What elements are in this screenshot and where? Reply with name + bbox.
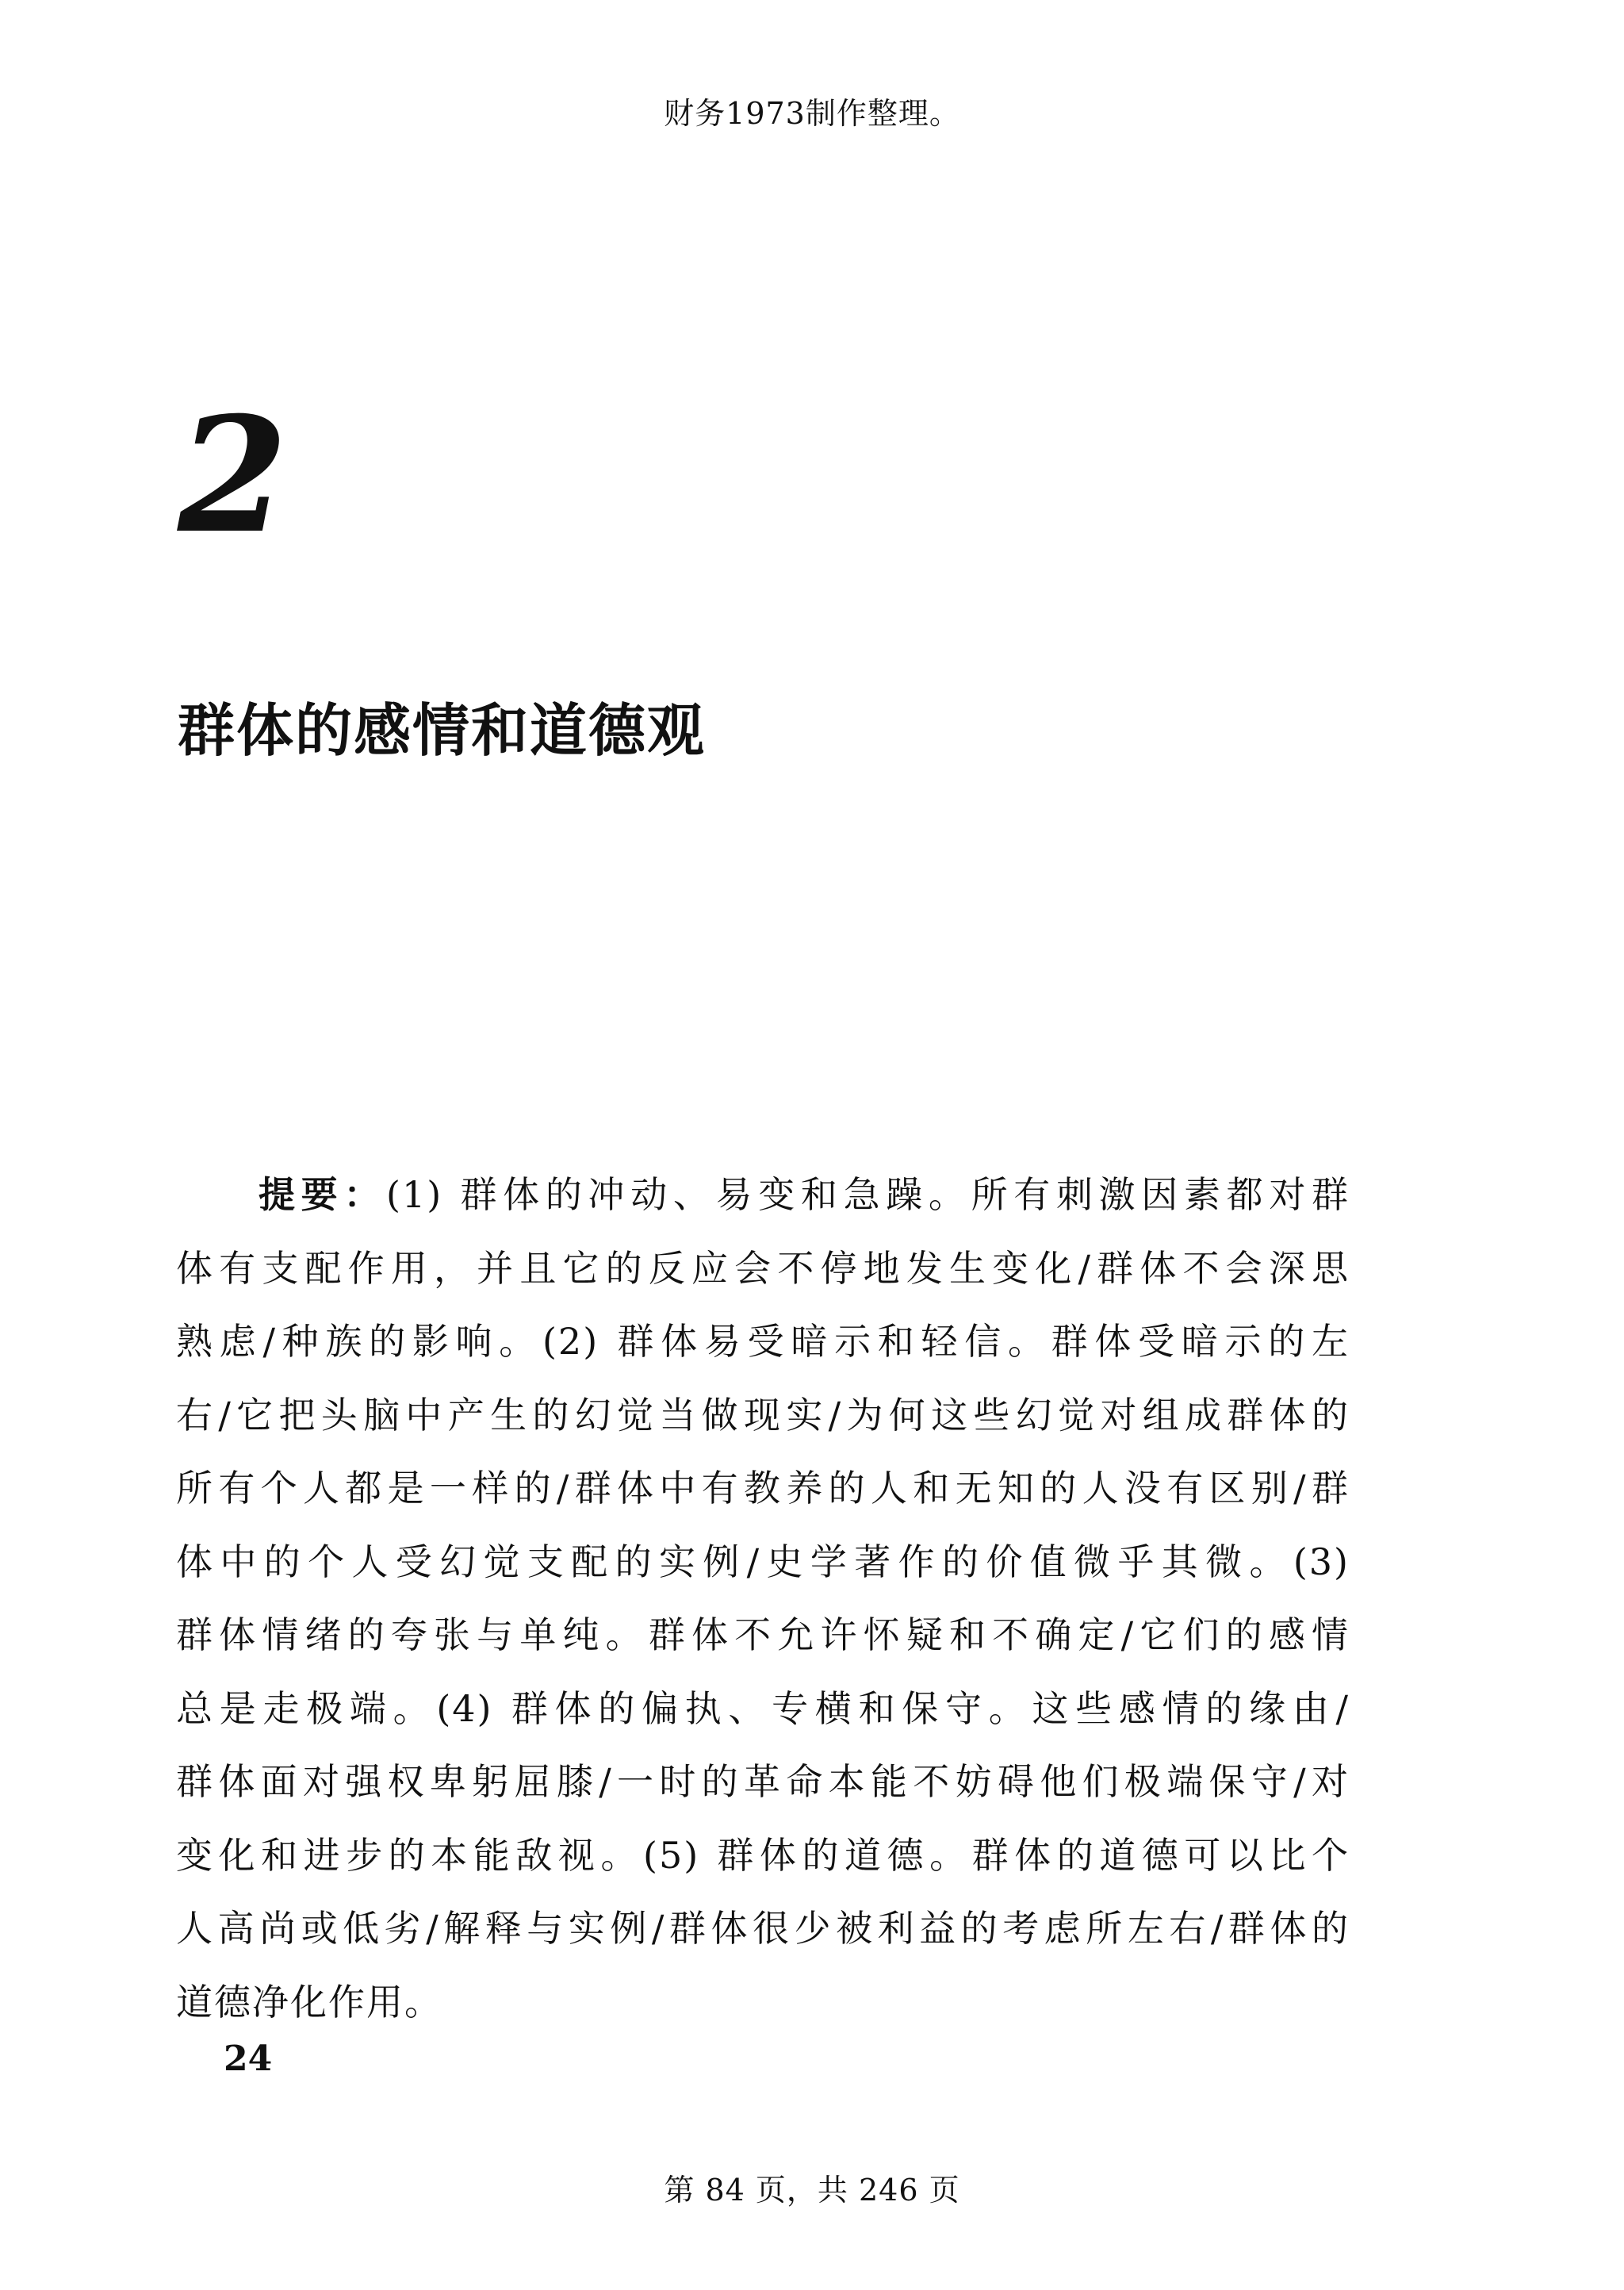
summary-line: 群体情绪的夸张与单纯。群体不允许怀疑和不确定/它们的感情 [176,1613,1350,1656]
summary-line: 变化和进步的本能敌视。(5) 群体的道德。群体的道德可以比个 [176,1833,1350,1877]
summary-line: 体有支配作用，并且它的反应会不停地发生变化/群体不会深思 [176,1246,1350,1290]
summary-label: 提要： [259,1173,387,1216]
header-note: 财务1973制作整理。 [664,96,960,131]
summary-line: 体中的个人受幻觉支配的实例/史学著作的价值微乎其微。(3) [176,1540,1350,1583]
summary-line: 熟虑/种族的影响。(2) 群体易受暗示和轻信。群体受暗示的左 [176,1320,1350,1363]
summary-line: 道德净化作用。 [176,1980,442,2023]
footer-page-indicator: 第 84 页，共 246 页 [664,2173,960,2208]
summary-line [176,1158,1350,1232]
chapter-summary [176,1158,1350,2039]
summary-line: 群体面对强权卑躬屈膝/一时的革命本能不妨碍他们极端保守/对 [176,1760,1350,1803]
page-number: 24 [224,2039,273,2079]
summary-line: 右/它把头脑中产生的幻觉当做现实/为何这些幻觉对组成群体的 [176,1393,1350,1437]
summary-line: 总是走极端。(4) 群体的偏执、专横和保守。这些感情的缘由/ [176,1686,1350,1730]
chapter-title: 群体的感情和道德观 [178,696,707,764]
summary-line: 所有个人都是一样的/群体中有教养的人和无知的人没有区别/群 [176,1467,1350,1509]
summary-line: 人高尚或低劣/解释与实例/群体很少被利益的考虑所左右/群体的 [176,1907,1350,1950]
summary-line-text: (1) 群体的冲动、易变和急躁。所有刺激因素都对群 [386,1173,1350,1216]
chapter-number: 2 [178,382,289,569]
